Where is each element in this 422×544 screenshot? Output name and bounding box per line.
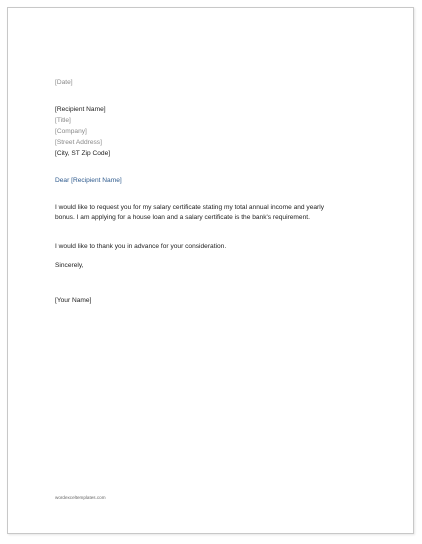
date-field: [Date] <box>55 79 73 86</box>
sender-name-field: [Your Name] <box>55 297 92 304</box>
closing: Sincerely, <box>55 262 84 269</box>
body-paragraph-1: I would like to request you for my salary certificate stating my total annual income and yearly bonus. I am applying for a house loan and a salary certificate is the bank's requirement. <box>55 204 325 221</box>
footer-source-text: wordexceltemplates.com <box>55 495 106 500</box>
street-address-field: [Street Address] <box>55 139 102 146</box>
company-field: [Company] <box>55 128 87 135</box>
city-state-zip-field: [City, ST Zip Code] <box>55 150 111 157</box>
recipient-title-field: [Title] <box>55 117 71 124</box>
salutation: Dear [Recipient Name] <box>55 177 122 184</box>
letter-page <box>7 7 414 534</box>
body-paragraph-2: I would like to thank you in advance for your consideration. <box>55 243 227 250</box>
recipient-name-field: [Recipient Name] <box>55 106 106 113</box>
